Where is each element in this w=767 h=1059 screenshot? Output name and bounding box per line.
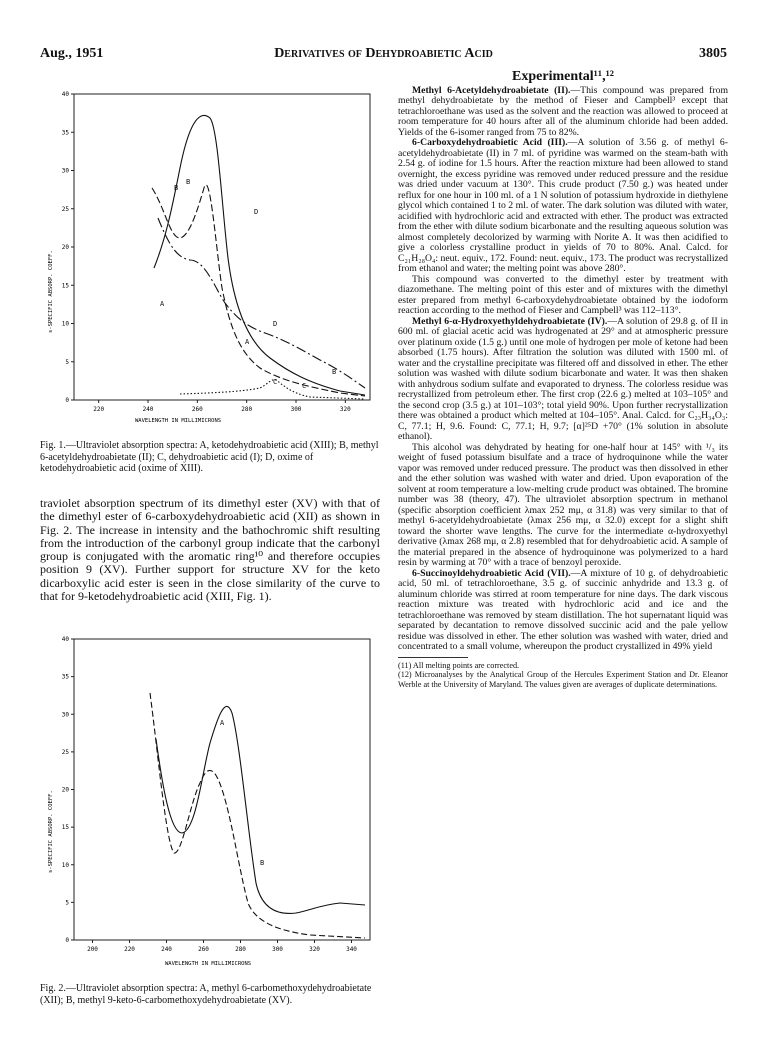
fig1-curve-label: A	[245, 338, 250, 346]
experimental-column	[398, 69, 729, 689]
fig1-curve-label: A	[160, 300, 165, 308]
fig2-x-tick-label: 200	[87, 946, 98, 953]
fig2-y-axis-label: s-SPECIFIC ABSORP. COEFF.	[48, 790, 54, 873]
fig1-x-ticks	[93, 400, 351, 413]
paragraph-hydroxyethyl	[398, 317, 728, 443]
fig1-x-tick-label: 280	[241, 406, 253, 413]
fig1-curve-label: B	[174, 184, 179, 192]
fig1-x-tick-label: 320	[339, 406, 351, 413]
fig1-y-tick-label: 30	[61, 167, 69, 175]
fig2-frame	[74, 639, 370, 940]
fig1-y-tick-label: 15	[61, 282, 69, 290]
fig1-x-axis-label: WAVELENGTH IN MILLIMICRONS	[135, 418, 222, 424]
footnote-rule	[398, 657, 468, 658]
paragraph-text: —This compound was prepared from methyl dehydroabietate by the method of Fieser and Campbell³ except that tetrachloroethane was used as the solvent and the reaction was allowed to proceed at room temperature for 40 hours after all of the aluminum chloride had been added. Yields of the 6-isomer ranged from 75 to 82%.	[398, 84, 728, 138]
fig1-curve-b	[152, 185, 365, 396]
fig1-curve-label: D	[273, 320, 278, 328]
fig2-curve-label: A	[220, 719, 225, 727]
fig2-y-tick-label: 5	[65, 899, 69, 907]
fig2-y-tick-label: 40	[61, 636, 69, 643]
paragraph-methyl-acetyl	[398, 86, 728, 139]
fig2-y-tick-label: 25	[61, 748, 69, 756]
compound-title: 6-Carboxydehydroabietic Acid (III).	[412, 137, 568, 148]
compound-title: 6-Succinoyldehydroabietic Acid (VII).	[412, 567, 571, 579]
fig1-x-tick-label: 220	[93, 406, 105, 413]
fig1-y-axis-label: s-SPECIFIC ABSORP. COEFF.	[48, 250, 54, 333]
fig2-x-tick-label: 320	[309, 946, 320, 953]
fig1-y-tick-label: 0	[65, 397, 69, 404]
header-title: Derivatives of Dehydroabietic Acid	[274, 46, 493, 61]
fig2-y-tick-label: 15	[61, 824, 69, 832]
fig1-curve-a	[154, 115, 365, 395]
fig2-curve-b	[150, 693, 365, 938]
fig1-x-tick-label: 240	[142, 406, 154, 413]
fig1-y-tick-label: 35	[61, 129, 69, 137]
compound-title: Methyl 6-Acetyldehydroabietate (II).	[412, 84, 571, 96]
footnote-12: (12) Microanalyses by the Analytical Group of the Hercules Experiment Station and Dr. Eleanor Werble at the University of Maryland. The values given are averages of duplicate determinations.	[398, 670, 728, 689]
paragraph-text: —A mixture of 10 g. of dehydroabietic acid, 50 ml. of tetrachloroethane, 3.5 g. of succinic anhydride and 13.3 g. of aluminum chloride was stirred at room temperature for nine days. The dark viscous reaction mixture was treated with hydrochloric acid and ice and the tetrachloroethane was removed by steam distillation. The hot supernatant liquid was separated by decantation to remove dissolved succinic acid and the pale yellow residue was dissolved in ether. The ether solution was washed with water, dried and concentrated to a small volume, whereupon the product crystallized in 49% yield	[398, 567, 728, 652]
page-number: 3805	[699, 46, 727, 61]
fig2-y-tick-label: 10	[61, 861, 69, 869]
fig1-curve-label: B	[186, 178, 191, 186]
figure-1-plot	[40, 88, 385, 438]
paragraph-dehydration: This alcohol was dehydrated by heating for one-half hour at 145° with ¹/₃ its weight of fused potassium bisulfate and a trace of hydroquinone while the water vapor was removed under reduced pressure. The product was then dissolved in ether and the ether solution was washed with water and dried. Upon evaporation of the solvent at room temperature a low-melting crude product was obtained. The bromine number was 38 (theory, 47). The ultraviolet absorption spectrum in methanol (specific absorption coefficient λmax 252 mμ, α 31.8) was very similar to that of methyl 6-acetyldehydroabietate (λmax 256 mμ, α 32.0) except for a slight shift toward the shorter wave lengths. The curve for the intermediate α-hydroxyethyl derivative (λmax 268 mμ, α 2.8) resembled that for dehydroabietic acid. A sample of the material prepared in the absence of hydroquinone was polymerized to a hard resin by warming at 70° with a trace of benzoyl peroxide.	[398, 441, 728, 568]
fig2-x-axis-label: WAVELENGTH IN MILLIMICRONS	[165, 961, 252, 967]
fig2-x-tick-label: 260	[198, 946, 209, 953]
compound-title: Methyl 6-α-Hydroxyethyldehydroabietate (IV).	[412, 315, 608, 327]
figure-2-caption: Fig. 2.—Ultraviolet absorption spectra: A, methyl 6-carbomethoxydehydroabietate (XII); B, methyl 9-keto-6-carbomethoxydehydroabietate (XV).	[40, 983, 372, 1006]
fig2-curve-a	[156, 706, 365, 913]
fig1-y-tick-label: 10	[61, 320, 69, 328]
fig1-y-tick-label: 25	[61, 205, 69, 213]
fig2-x-tick-label: 300	[272, 946, 283, 953]
fig1-y-ticks	[62, 91, 74, 404]
fig2-x-tick-label: 220	[124, 946, 135, 953]
fig1-x-tick-label: 300	[290, 406, 302, 413]
fig1-y-tick-label: 20	[61, 244, 69, 251]
footnote-11: (11) All melting points are corrected.	[398, 660, 520, 670]
fig2-curve-labels	[220, 719, 264, 867]
fig2-y-tick-label: 0	[65, 937, 69, 944]
fig2-x-tick-label: 240	[161, 946, 172, 953]
fig2-y-tick-label: 35	[61, 673, 69, 681]
left-body-paragraph: traviolet absorption spectrum of its dimethyl ester (XV) with that of the dimethyl ester of 6-carboxydehydroabietic acid (XII) as shown in Fig. 2. The increase in intensity and the bathochromic shift resulting from the introduction of the carbonyl group indicate that the carbonyl group is conjugated with the aromatic ring¹⁰ and therefore occupies position 9 (XV). Further support for structure XV for the keto dicarboxylic acid ester is seen in the close similarity of the curve to that for 9-ketodehydroabietic acid (XIII, Fig. 1).	[40, 496, 380, 604]
paragraph-carboxy	[398, 138, 728, 275]
fig1-curve-label: B	[332, 368, 337, 376]
fig2-y-tick-label: 30	[61, 711, 69, 719]
fig1-curve-labels	[160, 178, 336, 390]
fig1-curve-d	[158, 218, 365, 388]
fig1-y-tick-label: 40	[61, 91, 69, 98]
fig2-curve-label: B	[260, 859, 265, 867]
paragraph-dimethyl-ester: This compound was converted to the dimethyl ester by treatment with diazomethane. The melting point of this ester and of mixtures with the dimethyl ester prepared from methyl 6-carboxydehydroabietate obtained by the iodoform reaction according to the method of Fieser and Campbell³ was 112–113°.	[398, 273, 728, 316]
fig1-x-tick-label: 260	[191, 406, 203, 413]
fig1-y-tick-label: 5	[65, 358, 69, 366]
header-date: Aug., 1951	[40, 46, 104, 61]
fig1-frame	[74, 94, 370, 400]
running-header	[40, 46, 727, 68]
fig2-x-ticks	[87, 940, 357, 953]
fig1-curve-label: C	[302, 382, 307, 390]
figure-1-caption: Fig. 1.—Ultraviolet absorption spectra: A, ketodehydroabietic acid (XIII); B, methyl 6-acetyldehydroabietate (II); C, dehydroabietic acid (I); D, oxime of ketodehydroabietic acid (oxime of XIII).	[40, 440, 379, 474]
fig2-x-tick-label: 280	[235, 946, 246, 953]
fig2-y-ticks	[62, 636, 74, 944]
fig2-x-tick-label: 340	[346, 946, 357, 953]
figure-2-plot	[40, 633, 385, 978]
paragraph-succinoyl	[398, 569, 728, 653]
paragraph-text: —A solution of 29.8 g. of II in 600 ml. of glacial acetic acid was hydrogenated at 29° and at atmospheric pressure over platinum oxide (1.5 g.) until one mole of hydrogen per mole of ketone had been absorbed (1.75 hours). After filtration the solution was diluted with 1500 ml. of water and the crystalline precipitate was filtered off and dissolved in ether. The ether solution was washed with dilute sodium bicarbonate and water. It was then shaken with anhydrous sodium sulfate and evaporated to dryness. The colorless residue was recrystallized from petroleum ether. The first crop (22.6 g.) melted at 103–105° and the second crop (3.5 g.) at 101–103°; total yield 90%. Upon further recrystallization there was obtained a product which melted at 104–105°. Anal. Calcd. for C₂₃H₃₄O₃: C, 77.1; H, 9.6. Found: C, 77.1; H, 9.7; [α]²⁵D +70° (1% solution in absolute ethanol).	[398, 315, 728, 442]
fig1-curve-label: C	[273, 378, 278, 386]
fig1-curve-label: D	[254, 208, 259, 216]
fig2-y-tick-label: 20	[61, 786, 69, 794]
experimental-heading: Experimental¹¹,¹²	[512, 69, 614, 84]
paragraph-text: —A solution of 3.56 g. of methyl 6-acetyldehydroabietate (II) in 7 ml. of pyridine was warmed on the steam-bath with 2.54 g. of iodine for 1.5 hours. After the reaction mixture had been allowed to stand overnight, the excess pyridine was removed under reduced pressure and the residue was dried under vacuum at 130°. This crude product (7.50 g.) was heated under reflux for one hour in 100 ml. of a 1 N solution of potassium hydroxide in diethylene glycol which contained 1 to 2 ml. of water. The dark solution was diluted with water, acidified with hydrochloric acid and extracted with ether. The product was extracted from the ether with dilute sodium bicarbonate and the resulting aqueous solution was almost completely decolorized by warming with Norite A. It was then acidified to give a colorless crystalline product in yields of 70 to 80%. Anal. Calcd. for C₂₁H₂₈O₄: neut. equiv., 172. Found: neut. equiv., 173. The product was recrystallized from ethanol and water; the melting point was above 280°.	[398, 137, 729, 274]
